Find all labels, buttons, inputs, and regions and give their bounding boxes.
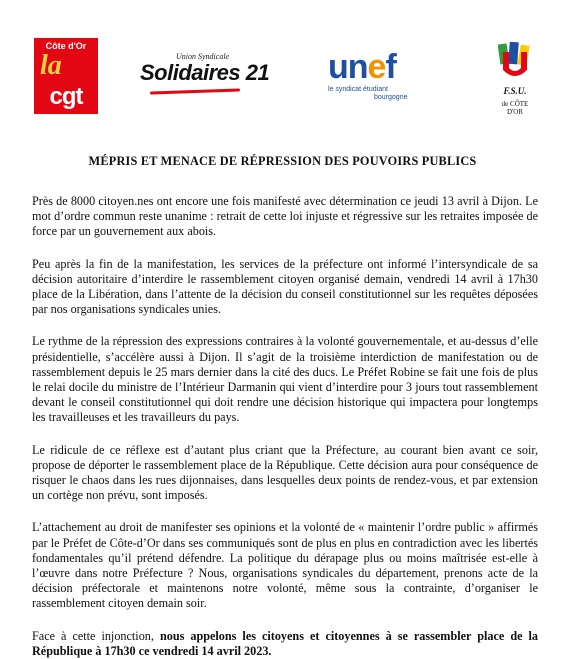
unef-suffix: f — [385, 48, 396, 86]
cgt-name: cgt — [49, 83, 83, 110]
unef-word — [328, 48, 396, 87]
fsu-mark-icon — [497, 42, 533, 82]
closing-call: nous appelons les citoyens et citoyennes à se rassembler place de la République à 17h30 ce vendredi 14 avril 2023. — [32, 628, 538, 658]
closing-paragraph — [32, 629, 538, 659]
fsu-letters: F.S.U. — [503, 86, 527, 96]
unef-logo — [328, 48, 424, 103]
solidaires-swash — [150, 88, 240, 94]
fsu-dept: de CÔTE D'OR — [501, 100, 529, 116]
fsu-logo — [493, 42, 537, 118]
solidaires-logo — [140, 52, 270, 102]
paragraph: Peu après la fin de la manifestation, les services de la préfecture ont informé l’intersyndicale de sa décision autoritaire d’interdire le rassemblement citoyen organisé demain, vendredi 14 avril à 17h30 place de la Libération, dans l’attente de la décision du conseil constitutionnel sur les requêtes déposées par nos organisations syndicales unies. — [32, 256, 538, 317]
cgt-region: Côte d'Or — [45, 41, 87, 51]
logos-row — [0, 38, 565, 118]
solidaires-name: Solidaires 21 — [140, 60, 270, 85]
document-body — [32, 194, 538, 659]
document-title: MÉPRIS ET MENACE DE RÉPRESSION DES POUVOIRS PUBLICS — [88, 154, 477, 168]
unef-prefix: un — [328, 48, 368, 86]
paragraph: L’attachement au droit de manifester ses opinions et la volonté de « maintenir l’ordre public » affirmés par le Préfet de Côte-d’Or dans ses communiqués sont de plus en plus en contradiction avec les libertés fondamentales qu’il prétend défendre. La politique du dérapage plus ou moins maîtrisée est-elle à l’œuvre dans notre Préfecture ? Nous, organisations syndicales du département, prenons acte de la décision préfectorale et maintenons notre volonté, même sous la contrainte, d’organiser le rassemblement citoyen demain soir. — [32, 520, 538, 611]
paragraph: Le ridicule de ce réflexe est d’autant plus criant que la Préfecture, au courant bien avant ce soir, propose de déporter le rassemblement place de la République. Cette décision aura pour conséquence de risquer le chaos dans les rues dijonnaises, dans lesquelles deux points de rendez-vous, et par extension un cortège non prévu, sont imposés. — [32, 442, 538, 503]
solidaires-union: Union Syndicale — [176, 52, 230, 61]
closing-intro: Face à cette injonction, — [32, 628, 160, 643]
cgt-la: la — [40, 50, 62, 81]
paragraph: Le rythme de la répression des expressions contraires à la volonté gouvernementale, et au-dessus d’elle présidentielle, s’accélère aussi à Dijon. Il s’agit de la troisième interdiction de manifestation ou de rassemblement depuis le 25 mars dernier dans la cité des ducs. Le Préfet Robine se fait une fois de plus le relai docile du ministre de l’Intérieur Darmanin qui vient d’interdire pour 3 jours tout rassemblement devant le conseil constitutionnel qui doit rendre une décision historique qui impactera pour longtemps les travailleuses et les travailleurs du pays. — [32, 334, 538, 425]
unef-region: bourgogne — [374, 94, 408, 101]
paragraph: Près de 8000 citoyen.nes ont encore une fois manifesté avec détermination ce jeudi 13 avril à Dijon. Le mot d’ordre commun reste unanime : retrait de cette loi injuste et régressive sur les retraites imposée de force par un gouvernement aux abois. — [32, 194, 538, 239]
cgt-logo — [34, 38, 98, 114]
unef-subtitle: le syndicat étudiant — [328, 86, 388, 93]
unef-e: e — [367, 48, 386, 86]
